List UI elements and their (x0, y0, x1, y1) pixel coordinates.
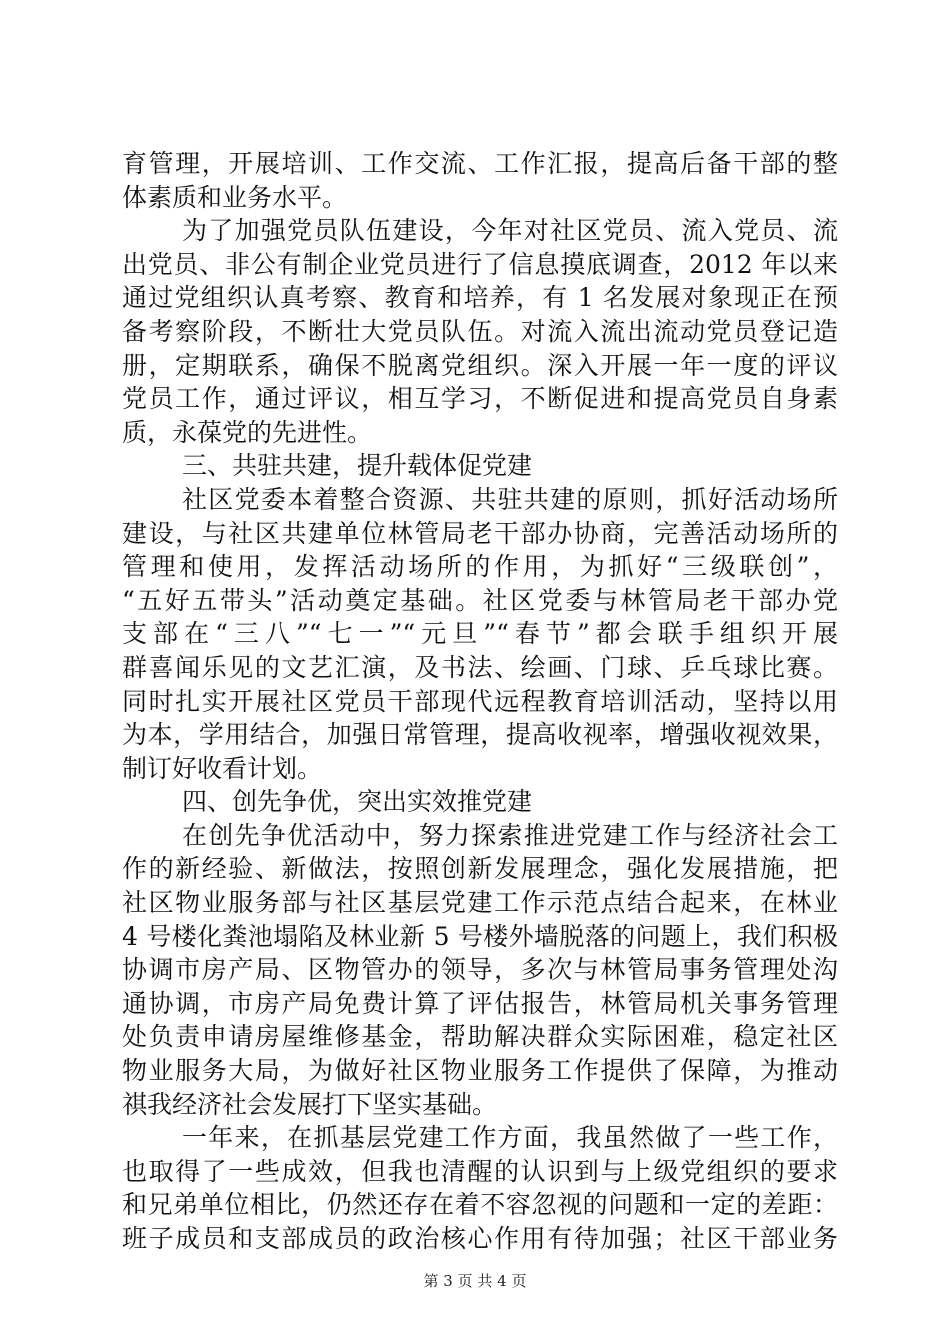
text-line: “五好五带头”活动奠定基础。社区党委与林管局老干部办党 (122, 585, 838, 615)
text-line: 通协调，市房产局免费计算了评估报告，林管局机关事务管理 (122, 988, 838, 1018)
section-heading: 四、创先争优，突出实效推党建 (182, 787, 533, 817)
text-line: 班子成员和支部成员的政治核心作用有待加强；社区干部业务 (122, 1224, 838, 1253)
paragraph-start-line: 为了加强党员队伍建设，今年对社区党员、流入党员、流 (182, 216, 838, 246)
text-line: 建设，与社区共建单位林管局老干部办协商，完善活动场所的 (122, 518, 838, 548)
text-line: 备考察阶段，不断壮大党员队伍。对流入流出流动党员登记造 (122, 316, 838, 346)
text-line: 通过党组织认真考察、教育和培养，有 1 名发展对象现正在预 (122, 283, 838, 313)
text-line: 处负责申请房屋维修基金，帮助解决群众实际困难，稳定社区 (122, 1022, 838, 1052)
text-line: 群喜闻乐见的文艺汇演，及书法、绘画、门球、乒乓球比赛。 (122, 652, 838, 682)
text-line: 同时扎实开展社区党员干部现代远程教育培训活动，坚持以用 (122, 686, 838, 716)
text-line: 社区物业服务部与社区基层党建工作示范点结合起来，在林业 (122, 888, 838, 918)
text-line: 体素质和业务水平。 (122, 182, 348, 212)
text-line: 物业服务大局，为做好社区物业服务工作提供了保障，为推动 (122, 1056, 838, 1086)
text-line: 党员工作，通过评议，相互学习，不断促进和提高党员自身素 (122, 384, 838, 414)
text-line: 册，定期联系，确保不脱离党组织。深入开展一年一度的评议 (122, 350, 838, 380)
text-line: 祺我经济社会发展打下坚实基础。 (122, 1089, 498, 1119)
text-line: 质，永葆党的先进性。 (122, 417, 373, 447)
document-body (122, 147, 838, 1256)
paragraph-start-line: 一年来，在抓基层党建工作方面，我虽然做了一些工作， (182, 1123, 838, 1153)
page-number-footer: 第 3 页 共 4 页 (423, 1272, 527, 1290)
text-line: 为本，学用结合，加强日常管理，提高收视率，增强收视效果， (122, 720, 838, 750)
paragraph-start-line: 在创先争优活动中，努力探索推进党建工作与经济社会工 (182, 820, 838, 850)
text-line: 也取得了一些成效，但我也清醒的认识到与上级党组织的要求 (122, 1156, 838, 1186)
section-heading: 三、共驻共建，提升载体促党建 (182, 451, 533, 481)
text-line: 出党员、非公有制企业党员进行了信息摸底调查，2012 年以来 (122, 249, 838, 279)
text-line: 作的新经验、新做法，按照创新发展理念，强化发展措施，把 (122, 854, 838, 884)
text-line: 管理和使用，发挥活动场所的作用，为抓好“三级联创”， (122, 552, 838, 582)
text-line: 4 号楼化粪池塌陷及林业新 5 号楼外墙脱落的问题上，我们积极 (122, 921, 838, 951)
text-line: 制订好收看计划。 (122, 753, 323, 783)
text-line: 支部在“三八”“七一”“元旦”“春节”都会联手组织开展 (122, 619, 838, 649)
text-line: 协调市房产局、区物管办的领导，多次与林管局事务管理处沟 (122, 955, 838, 985)
paragraph-start-line: 社区党委本着整合资源、共驻共建的原则，抓好活动场所 (182, 484, 838, 514)
text-line: 育管理，开展培训、工作交流、工作汇报，提高后备干部的整 (122, 149, 838, 178)
text-line: 和兄弟单位相比，仍然还存在着不容忽视的问题和一定的差距： (122, 1190, 838, 1220)
